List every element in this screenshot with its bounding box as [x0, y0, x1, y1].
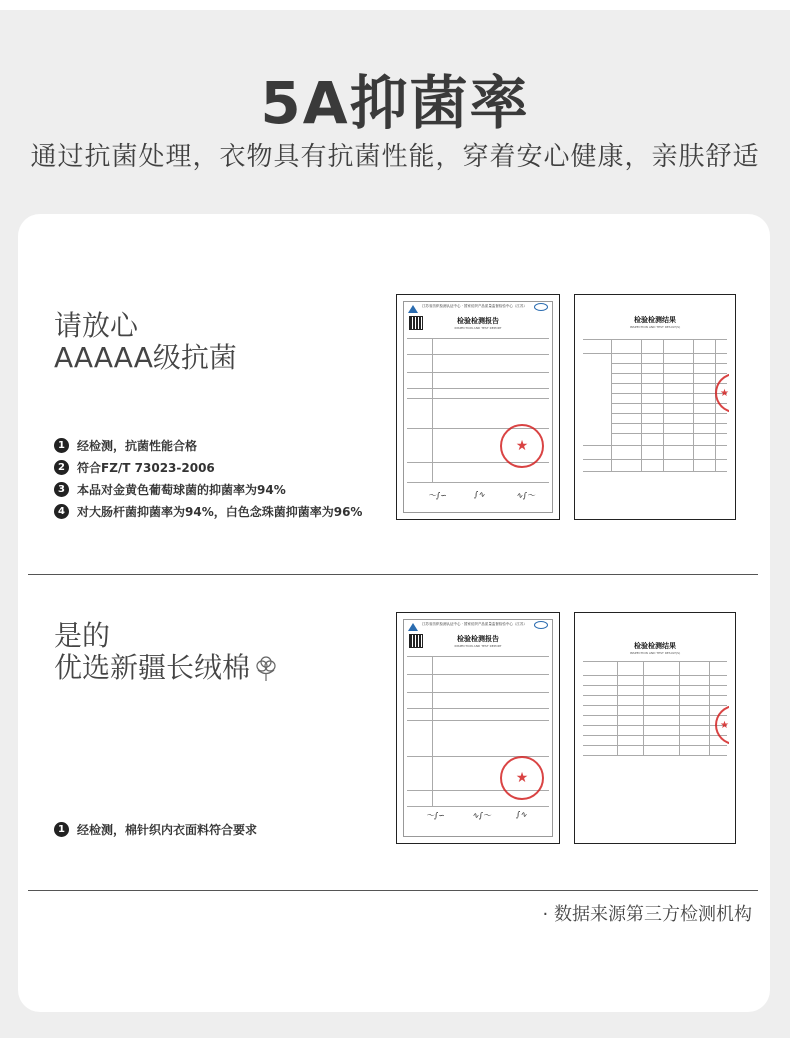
table-line — [407, 354, 549, 355]
section2-title-line2 — [54, 652, 280, 684]
section2-title-line1: 是的 — [54, 619, 111, 652]
report-frame — [581, 301, 729, 513]
section1-title — [54, 310, 237, 374]
red-seal-stamp-partial: ★ — [715, 705, 729, 745]
section1-title-line1: 请放心 — [54, 309, 139, 342]
report-title: 检验检测报告 — [457, 317, 499, 325]
report-title-en: INSPECTION AND TEST REPORT — [454, 326, 502, 330]
table-line — [641, 339, 642, 471]
report-org-name: 江苏省纺织检测认证中心 · 国家纺织产品质量监督检验中心（江苏） — [422, 622, 527, 626]
bullet-text: 经检测，抗菌性能合格 — [77, 438, 198, 453]
report-frame — [581, 619, 729, 837]
list-item — [54, 500, 362, 522]
table-line — [407, 482, 549, 483]
report-org-name: 江苏省纺织检测认证中心 · 国家纺织产品质量监督检验中心（江苏） — [422, 304, 527, 308]
table-line — [663, 339, 664, 471]
table-line — [679, 661, 680, 755]
top-band — [0, 0, 790, 10]
table-line — [583, 715, 727, 716]
list-item — [54, 434, 362, 456]
report-title-en: INSPECTION AND TEST REPORT — [454, 644, 502, 648]
report-logo-icon — [408, 305, 418, 313]
signature: ∿∫〜 — [472, 811, 491, 820]
report-title: 检验检测结果 — [634, 316, 676, 324]
table-line — [583, 459, 727, 460]
number-badge: 4 — [54, 504, 69, 519]
table-line — [583, 735, 727, 736]
table-line — [407, 806, 549, 807]
cnas-icon — [534, 303, 548, 311]
content-card — [18, 214, 770, 1012]
table-line — [611, 393, 727, 394]
table-line — [611, 403, 727, 404]
table-line — [693, 339, 694, 471]
section-divider — [28, 574, 758, 575]
section2-title — [54, 620, 280, 684]
table-line — [407, 708, 549, 709]
table-line — [583, 695, 727, 696]
table-line — [583, 353, 727, 354]
table-line — [611, 413, 727, 414]
number-badge: 1 — [54, 438, 69, 453]
table-line — [715, 339, 716, 471]
source-note: · 数据来源第三方检测机构 — [542, 904, 752, 925]
section1-title-line2: AAAAA级抗菌 — [54, 341, 237, 374]
table-line — [407, 720, 549, 721]
report-title: 检验检测结果 — [634, 642, 676, 650]
report-frame — [403, 619, 553, 837]
report-logo-icon — [408, 623, 418, 631]
table-line — [583, 745, 727, 746]
table-line — [611, 373, 727, 374]
table-line — [583, 445, 727, 446]
signature: ∫∿ — [474, 490, 485, 499]
signature: 〜∫∽ — [428, 491, 447, 500]
section2-title-line2-text: 优选新疆长绒棉 — [54, 651, 251, 684]
number-badge: 1 — [54, 822, 69, 837]
section-divider — [28, 890, 758, 891]
table-line — [432, 656, 433, 806]
report-title: 检验检测报告 — [457, 635, 499, 643]
table-line — [407, 692, 549, 693]
table-line — [583, 339, 727, 340]
table-line — [407, 388, 549, 389]
table-line — [407, 656, 549, 657]
table-line — [583, 705, 727, 706]
table-line — [583, 471, 727, 472]
red-seal-stamp: ★ — [500, 756, 544, 800]
signature: 〜∫∽ — [426, 811, 445, 820]
table-line — [611, 339, 612, 471]
cotton-icon — [252, 655, 280, 683]
red-seal-stamp: ★ — [500, 424, 544, 468]
list-item — [54, 456, 362, 478]
test-report-page — [396, 294, 560, 520]
table-line — [407, 338, 549, 339]
table-line — [611, 383, 727, 384]
table-line — [407, 398, 549, 399]
page-subtitle: 通过抗菌处理，衣物具有抗菌性能，穿着安心健康，亲肤舒适 — [30, 142, 760, 172]
table-line — [583, 755, 727, 756]
table-line — [583, 685, 727, 686]
bullet-text: 经检测，棉针织内衣面料符合要求 — [77, 822, 258, 837]
table-line — [407, 674, 549, 675]
number-badge: 2 — [54, 460, 69, 475]
cnas-icon — [534, 621, 548, 629]
bullet-text: 符合FZ/T 73023-2006 — [77, 460, 215, 475]
table-line — [643, 661, 644, 755]
signature: ∫∿ — [516, 810, 527, 819]
table-line — [617, 661, 618, 755]
report-frame — [403, 301, 553, 513]
red-seal-stamp-partial: ★ — [715, 373, 729, 413]
number-badge: 3 — [54, 482, 69, 497]
table-line — [583, 675, 727, 676]
section1-bullet-list — [54, 434, 362, 522]
test-report-page — [396, 612, 560, 844]
signature: ∿∫〜 — [516, 491, 535, 500]
bullet-text: 对大肠杆菌抑菌率为94%，白色念珠菌抑菌率为96% — [77, 504, 363, 519]
test-result-page — [574, 612, 736, 844]
list-item — [54, 478, 362, 500]
table-line — [432, 338, 433, 482]
list-item — [54, 818, 257, 840]
test-result-page — [574, 294, 736, 520]
table-line — [611, 363, 727, 364]
report-title-en: INSPECTION AND TEST RESULT(S) — [629, 651, 681, 655]
bullet-text: 本品对金黄色葡萄球菌的抑菌率为94% — [77, 482, 286, 497]
table-line — [611, 423, 727, 424]
section2-bullet-list — [54, 818, 257, 840]
table-line — [611, 433, 727, 434]
report-title-en: INSPECTION AND TEST RESULT(S) — [629, 325, 681, 329]
table-line — [583, 725, 727, 726]
table-line — [709, 661, 710, 755]
table-line — [583, 661, 727, 662]
page-title: 5A抑菌率 — [260, 69, 530, 137]
table-line — [407, 372, 549, 373]
